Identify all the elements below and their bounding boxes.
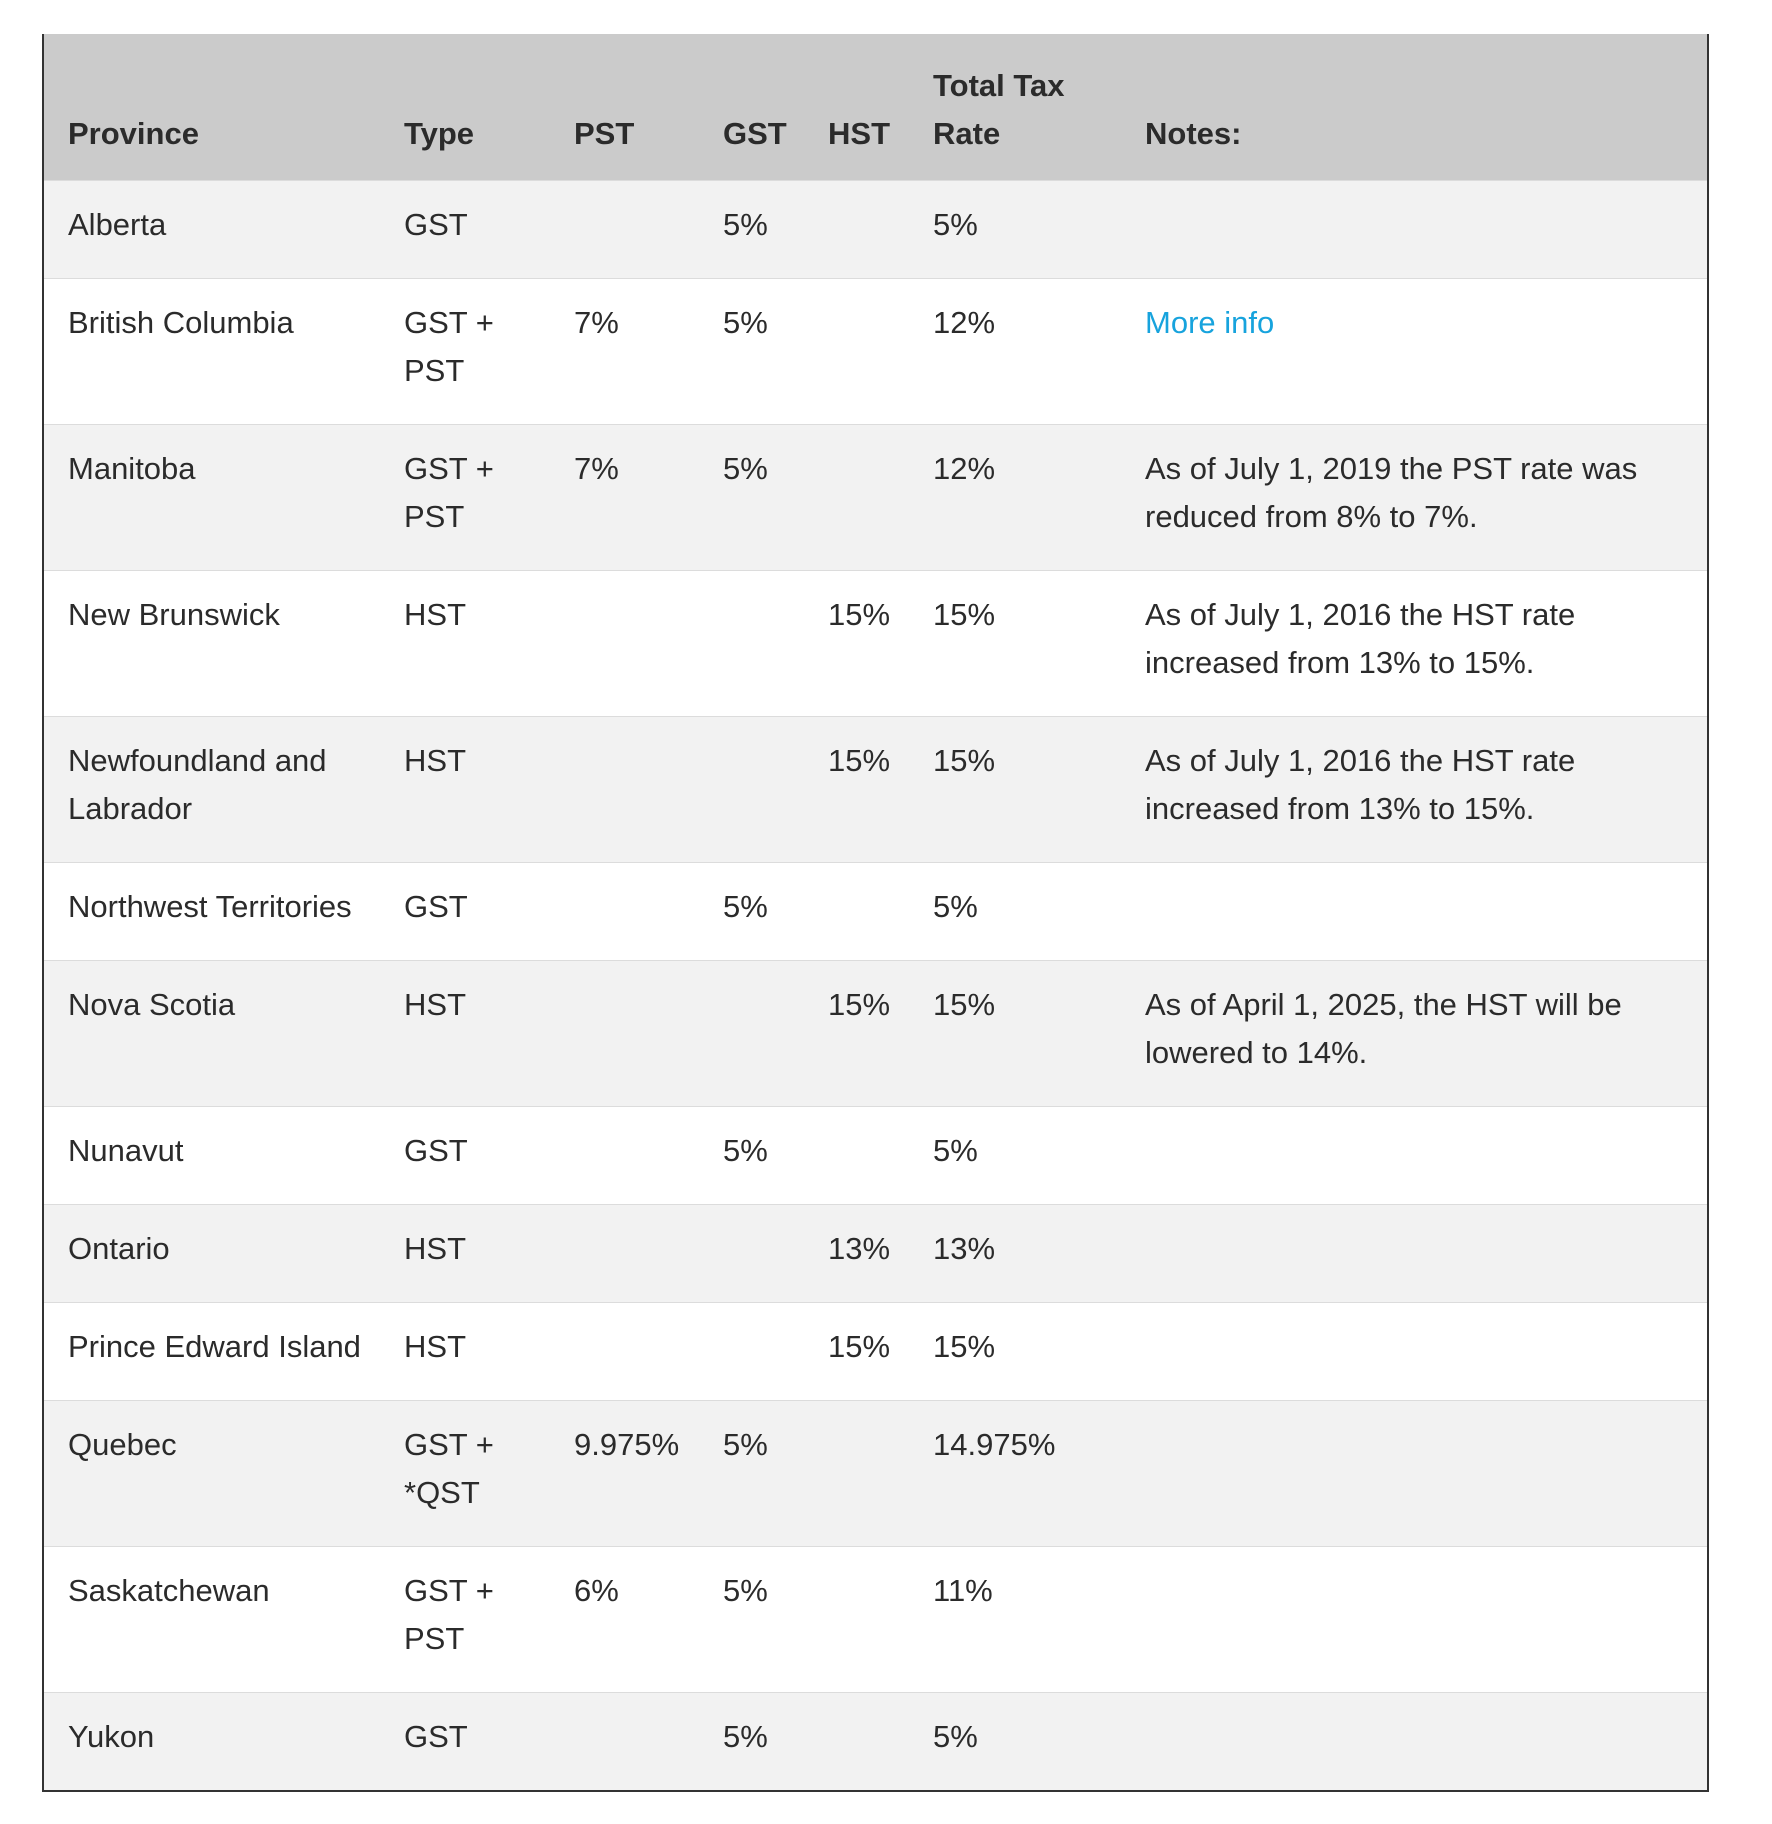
cell-type: GST [404,862,574,960]
sales-tax-table [44,34,1707,1790]
cell-hst [828,1400,933,1546]
cell-notes [1145,1302,1707,1400]
cell-pst: 7% [574,424,723,570]
more-info-link[interactable]: More info [1145,304,1275,340]
table-row [44,862,1707,960]
cell-type: GST [404,1692,574,1790]
cell-province: Alberta [44,180,404,278]
cell-total: 13% [933,1204,1145,1302]
header-total-line1: Total Tax [933,67,1065,103]
cell-province: Quebec [44,1400,404,1546]
cell-hst [828,1692,933,1790]
cell-total: 15% [933,570,1145,716]
header-row [44,34,1707,180]
cell-notes [1145,1106,1707,1204]
cell-type: GST [404,1106,574,1204]
cell-province: British Columbia [44,278,404,424]
cell-pst [574,716,723,862]
table-body [44,180,1707,1790]
cell-pst [574,1302,723,1400]
cell-pst [574,960,723,1106]
cell-notes [1145,1546,1707,1692]
cell-type: GST + PST [404,1546,574,1692]
header-hst: HST [828,115,890,151]
cell-notes [1145,180,1707,278]
cell-gst [723,716,828,862]
cell-type: GST + *QST [404,1400,574,1546]
cell-province: Yukon [44,1692,404,1790]
cell-gst: 5% [723,278,828,424]
table-row [44,1106,1707,1204]
cell-gst: 5% [723,180,828,278]
cell-total: 11% [933,1546,1145,1692]
cell-total: 12% [933,424,1145,570]
cell-gst [723,1204,828,1302]
header-gst: GST [723,115,787,151]
cell-gst: 5% [723,1546,828,1692]
cell-province: Northwest Territories [44,862,404,960]
cell-gst [723,1302,828,1400]
cell-hst [828,278,933,424]
sales-tax-table-container [42,34,1709,1792]
table-header [44,34,1707,180]
cell-hst [828,862,933,960]
cell-gst [723,960,828,1106]
cell-total: 12% [933,278,1145,424]
cell-province: Newfoundland and Labrador [44,716,404,862]
cell-pst: 6% [574,1546,723,1692]
cell-hst [828,1546,933,1692]
cell-notes [1145,1400,1707,1546]
cell-pst [574,570,723,716]
cell-gst: 5% [723,1692,828,1790]
cell-gst: 5% [723,1400,828,1546]
cell-pst [574,1106,723,1204]
cell-type: HST [404,960,574,1106]
cell-hst [828,180,933,278]
cell-pst: 7% [574,278,723,424]
cell-gst [723,570,828,716]
table-row [44,278,1707,424]
cell-total: 15% [933,716,1145,862]
cell-notes [1145,1204,1707,1302]
cell-notes: As of July 1, 2016 the HST rate increased from 13% to 15%. [1145,716,1707,862]
table-row [44,1204,1707,1302]
cell-type: GST + PST [404,278,574,424]
cell-pst [574,180,723,278]
cell-province: Prince Edward Island [44,1302,404,1400]
cell-hst: 15% [828,716,933,862]
cell-notes [1145,1692,1707,1790]
cell-type: GST + PST [404,424,574,570]
table-row [44,570,1707,716]
cell-pst: 9.975% [574,1400,723,1546]
table-row [44,716,1707,862]
cell-province: Nova Scotia [44,960,404,1106]
cell-total: 15% [933,1302,1145,1400]
cell-hst: 13% [828,1204,933,1302]
cell-total: 5% [933,1106,1145,1204]
header-notes: Notes: [1145,115,1242,151]
cell-gst: 5% [723,1106,828,1204]
table-row [44,180,1707,278]
cell-notes [1145,862,1707,960]
table-row [44,1302,1707,1400]
cell-province: Nunavut [44,1106,404,1204]
cell-province: Saskatchewan [44,1546,404,1692]
cell-total: 5% [933,862,1145,960]
header-total-tax-rate [933,34,1145,180]
table-row [44,1692,1707,1790]
cell-type: HST [404,1204,574,1302]
header-province: Province [68,115,199,151]
cell-hst: 15% [828,960,933,1106]
cell-province: Manitoba [44,424,404,570]
cell-gst: 5% [723,424,828,570]
cell-type: HST [404,1302,574,1400]
cell-notes: As of July 1, 2016 the HST rate increased from 13% to 15%. [1145,570,1707,716]
cell-pst [574,1692,723,1790]
cell-hst: 15% [828,570,933,716]
cell-total: 5% [933,1692,1145,1790]
header-total-line2: Rate [933,115,1001,151]
cell-notes: As of April 1, 2025, the HST will be lowered to 14%. [1145,960,1707,1106]
table-row [44,960,1707,1106]
cell-type: HST [404,570,574,716]
cell-province: Ontario [44,1204,404,1302]
cell-notes [1145,278,1707,424]
cell-total: 5% [933,180,1145,278]
cell-total: 15% [933,960,1145,1106]
cell-type: HST [404,716,574,862]
cell-total: 14.975% [933,1400,1145,1546]
table-row [44,424,1707,570]
cell-notes: As of July 1, 2019 the PST rate was reduced from 8% to 7%. [1145,424,1707,570]
cell-pst [574,862,723,960]
header-type: Type [404,115,475,151]
cell-gst: 5% [723,862,828,960]
table-row [44,1546,1707,1692]
cell-hst [828,1106,933,1204]
cell-province: New Brunswick [44,570,404,716]
cell-type: GST [404,180,574,278]
header-pst: PST [574,115,635,151]
table-row [44,1400,1707,1546]
cell-hst [828,424,933,570]
cell-hst: 15% [828,1302,933,1400]
cell-pst [574,1204,723,1302]
